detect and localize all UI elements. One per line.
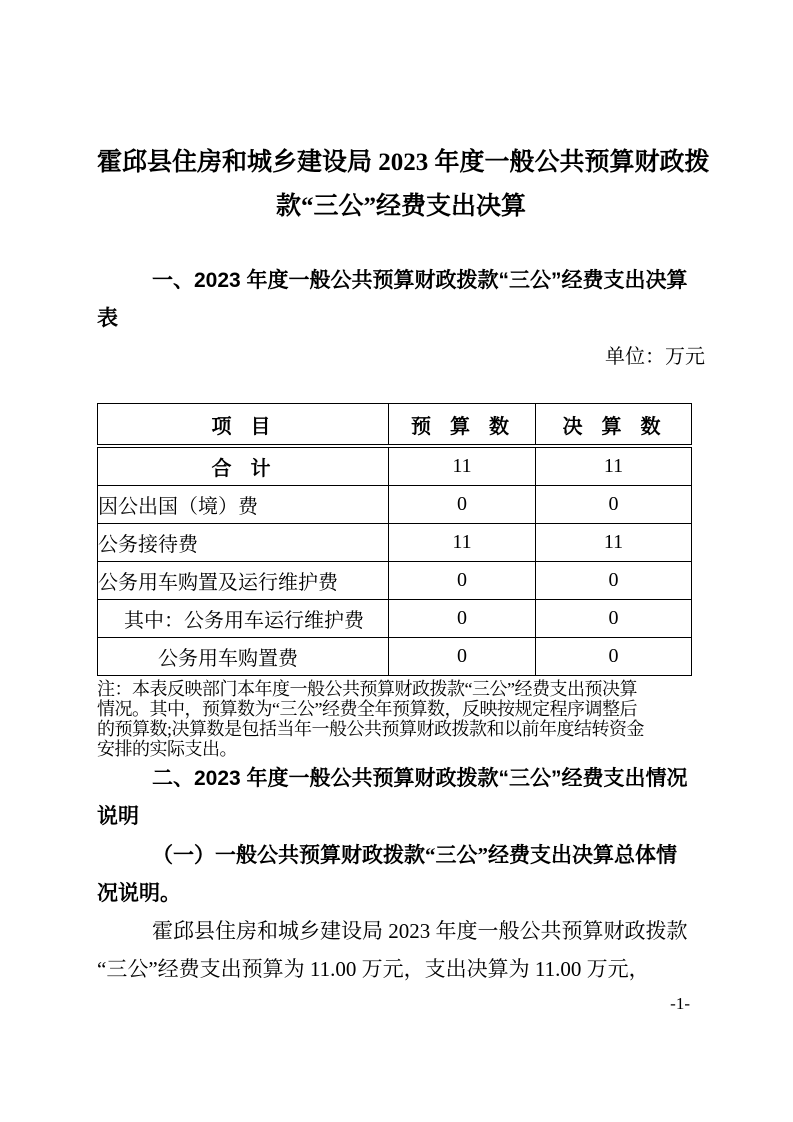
table-body (98, 446, 692, 676)
header-final: 决 算 数 (536, 404, 692, 447)
budget-cell: 11 (389, 524, 536, 562)
final-cell: 11 (536, 524, 692, 562)
budget-cell: 11 (389, 446, 536, 486)
text-line: 表 (97, 307, 118, 330)
budget-cell: 0 (389, 562, 536, 600)
final-cell: 0 (536, 486, 692, 524)
budget-cell: 0 (389, 486, 536, 524)
item-cell: 其中：公务用车运行维护费 (98, 600, 389, 638)
item-cell: 因公出国（境）费 (98, 486, 389, 524)
text-line: 二、2023 年度一般公共预算财政拨款“三公”经费支出情况 (152, 767, 688, 790)
header-item: 项 目 (98, 404, 389, 447)
document-title (97, 141, 710, 229)
text-line: 一、2023 年度一般公共预算财政拨款“三公”经费支出决算 (152, 269, 688, 292)
item-cell: 合 计 (98, 446, 389, 486)
text-line: 霍邱县住房和城乡建设局 2023 年度一般公共预算财政拨款 (152, 919, 688, 943)
item-cell: 公务接待费 (98, 524, 389, 562)
page-number: -1- (670, 994, 690, 1013)
text-line: 情况。其中，预算数为“三公”经费全年预算数，反映按规定程序调整后 (97, 699, 637, 719)
text-line: 的预算数;决算数是包括当年一般公共预算财政拨款和以前年度结转资金 (97, 719, 644, 739)
text-line: 说明 (97, 805, 139, 828)
table-row (98, 562, 692, 600)
text-line: 况说明。 (97, 881, 181, 905)
unit-label: 单位：万元 (605, 346, 705, 368)
final-cell: 0 (536, 600, 692, 638)
budget-cell: 0 (389, 600, 536, 638)
text-line: 霍邱县住房和城乡建设局 2023 年度一般公共预算财政拨 (97, 149, 710, 176)
header-budget: 预 算 数 (389, 404, 536, 447)
text-line: 注：本表反映部门本年度一般公共预算财政拨款“三公”经费支出预决算 (97, 679, 637, 699)
section2-subheading (97, 836, 705, 912)
final-cell: 0 (536, 562, 692, 600)
table-row (98, 600, 692, 638)
budget-cell: 0 (389, 638, 536, 676)
item-cell: 公务用车购置及运行维护费 (98, 562, 389, 600)
section1-heading (97, 262, 705, 338)
text-line: 安排的实际支出。 (97, 739, 237, 759)
body-paragraph (97, 912, 705, 988)
text-line: （一）一般公共预算财政拨款“三公”经费支出决算总体情 (152, 843, 677, 867)
table-row (98, 524, 692, 562)
text-line: 款“三公”经费支出决算 (275, 193, 526, 220)
final-cell: 0 (536, 638, 692, 676)
section2-heading (97, 760, 705, 836)
item-cell: 公务用车购置费 (98, 638, 389, 676)
table-row (98, 486, 692, 524)
table-row (98, 446, 692, 486)
table-note (97, 679, 705, 759)
table-row (98, 638, 692, 676)
text-line: “三公”经费支出预算为 11.00 万元，支出决算为 11.00 万元， (97, 957, 650, 981)
table-header-row (98, 404, 692, 447)
final-cell: 11 (536, 446, 692, 486)
three-public-funds-table (97, 403, 692, 676)
